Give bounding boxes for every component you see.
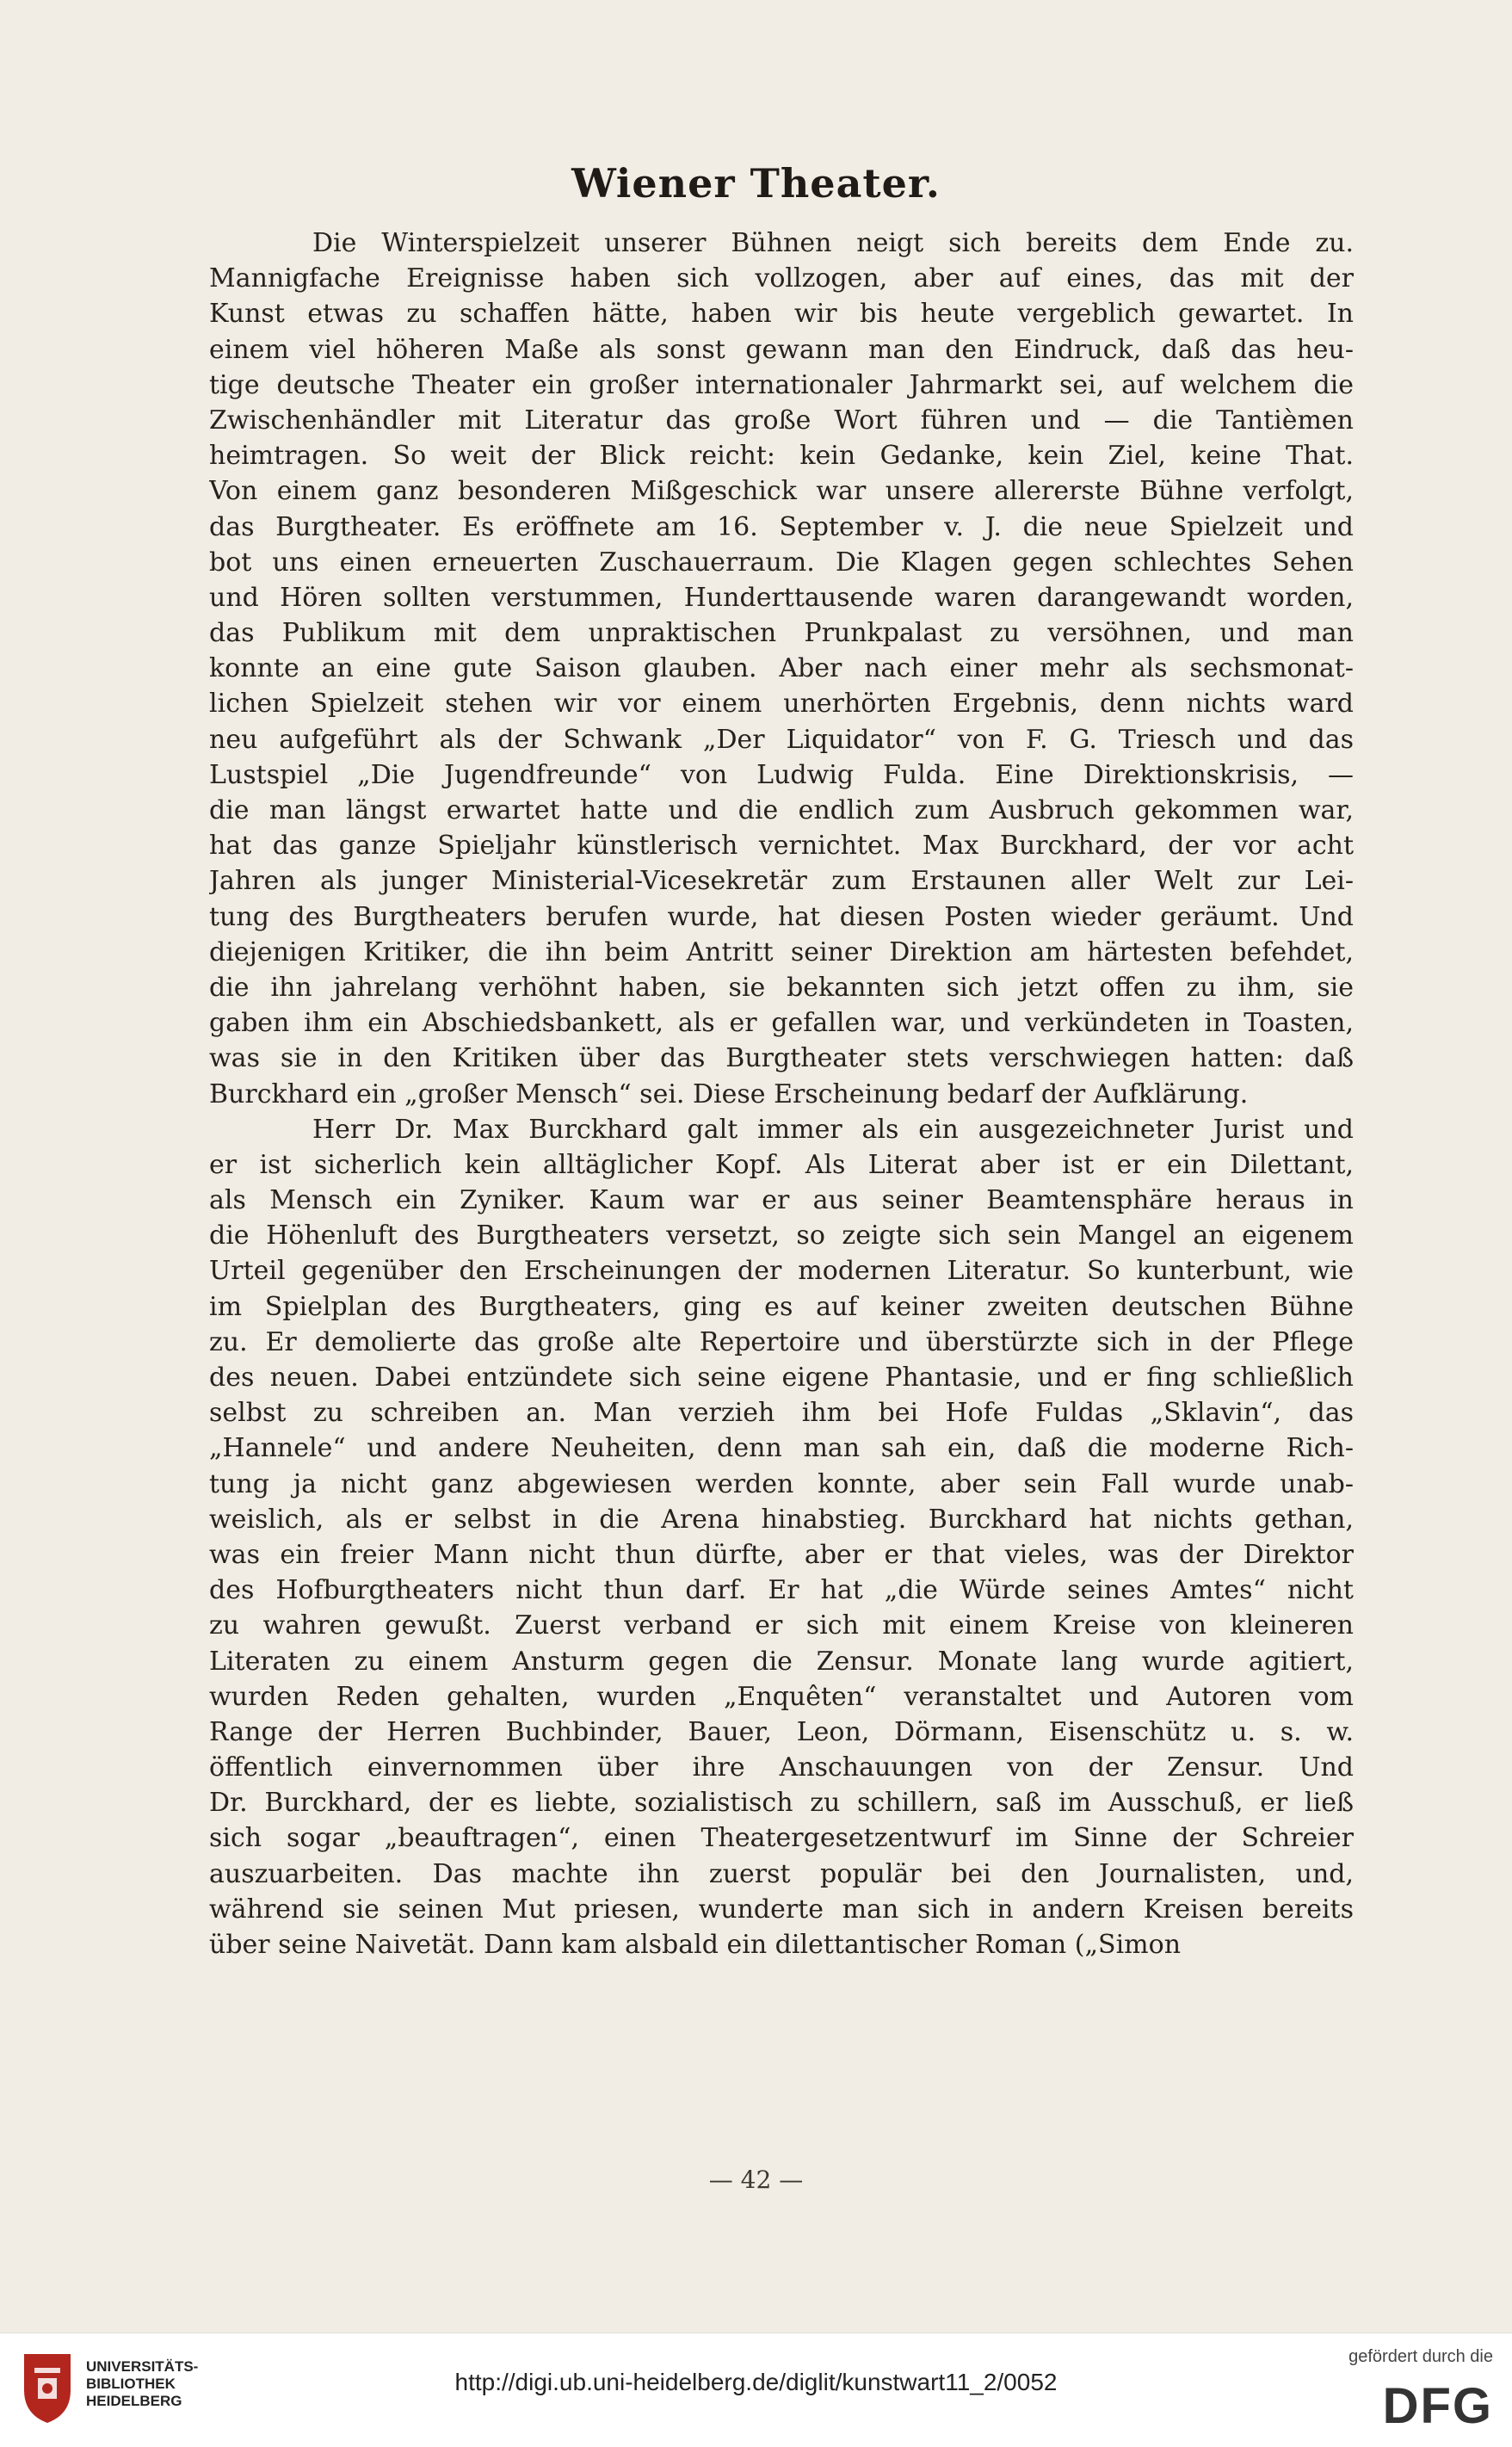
- text-line: auszuarbeiten. Das machte ihn zuerst populär bei den Journalisten, und,: [209, 1858, 1354, 1889]
- text-line: neu aufgeführt als der Schwank „Der Liquidator“ von F. G. Triesch und das: [209, 724, 1354, 755]
- text-line: er ist sicherlich kein alltäglicher Kopf. Als Literat aber ist er ein Dilettant,: [209, 1149, 1354, 1180]
- paragraph: [209, 226, 1354, 1112]
- text-line: zu wahren gewußt. Zuerst verband er sich mit einem Kreise von kleineren: [209, 1610, 1354, 1641]
- text-line: die ihn jahrelang verhöhnt haben, sie bekannten sich jetzt offen zu ihm, sie: [209, 972, 1354, 1003]
- text-line: diejenigen Kritiker, die ihn beim Antritt seiner Direktion am härtesten befehdet,: [209, 936, 1354, 967]
- text-line: im Spielplan des Burgtheaters, ging es auf keiner zweiten deutschen Bühne: [209, 1291, 1354, 1322]
- text-line: weislich, als er selbst in die Arena hinabstieg. Burckhard hat nichts gethan,: [209, 1504, 1354, 1535]
- text-line: „Hannele“ und andere Neuheiten, denn man sah ein, daß die moderne Rich-: [209, 1433, 1354, 1464]
- text-line: was sie in den Kritiken über das Burgtheater stets verschwiegen hatten: daß: [209, 1043, 1354, 1074]
- text-line: einem viel höheren Maße als sonst gewann man den Eindruck, daß das heu-: [209, 334, 1354, 365]
- text-line: Literaten zu einem Ansturm gegen die Zensur. Monate lang wurde agitiert,: [209, 1646, 1354, 1677]
- text-line: das Publikum mit dem unpraktischen Prunkpalast zu versöhnen, und man: [209, 618, 1354, 649]
- library-name-line: UNIVERSITÄTS-: [86, 2358, 199, 2375]
- funded-by-label: gefördert durch die: [1348, 2347, 1493, 2366]
- article-body: [209, 226, 1354, 1962]
- library-name-line: BIBLIOTHEK: [86, 2376, 176, 2392]
- text-line: zu. Er demolierte das große alte Repertoire und überstürzte sich in der Pflege: [209, 1326, 1354, 1357]
- text-line: und Hören sollten verstummen, Hunderttausende waren darangewandt worden,: [209, 582, 1354, 613]
- text-line: Zwischenhändler mit Literatur das große Wort führen und — die Tantièmen: [209, 405, 1354, 436]
- text-line: Range der Herren Buchbinder, Bauer, Leon, Dörmann, Eisenschütz u. s. w.: [209, 1716, 1354, 1747]
- text-line: das Burgtheater. Es eröffnete am 16. September v. J. die neue Spielzeit und: [209, 511, 1354, 542]
- text-line: Herr Dr. Max Burckhard galt immer als ein ausgezeichneter Jurist und: [312, 1114, 1354, 1145]
- text-line: Urteil gegenüber den Erscheinungen der modernen Literatur. So kunterbunt, wie: [209, 1256, 1354, 1287]
- text-line: lichen Spielzeit stehen wir vor einem unerhörten Ergebnis, denn nichts ward: [209, 689, 1354, 720]
- dfg-logo: DFG: [1382, 2378, 1493, 2434]
- text-line: als Mensch ein Zyniker. Kaum war er aus seiner Beamtensphäre heraus in: [209, 1185, 1354, 1216]
- paragraph: [209, 1112, 1354, 1963]
- text-line: über seine Naivetät. Dann kam alsbald ein dilettantischer Roman („Simon: [209, 1930, 1182, 1960]
- text-line: konnte an eine gute Saison glauben. Aber nach einer mehr als sechsmonat-: [209, 653, 1354, 684]
- text-line: sich sogar „beauftragen“, einen Theatergesetzentwurf im Sinne der Schreier: [209, 1823, 1354, 1854]
- text-line: Burckhard ein „großer Mensch“ sei. Diese Erscheinung bedarf der Aufklärung.: [209, 1078, 1249, 1109]
- text-line: tung des Burgtheaters berufen wurde, hat diesen Posten wieder geräumt. Und: [209, 901, 1354, 932]
- text-line: Dr. Burckhard, der es liebte, sozialistisch zu schillern, saß im Ausschuß, er ließ: [209, 1788, 1354, 1819]
- text-line: des Hofburgtheaters nicht thun darf. Er hat „die Würde seines Amtes“ nicht: [209, 1575, 1354, 1606]
- text-line: tung ja nicht ganz abgewiesen werden konnte, aber sein Fall wurde unab-: [209, 1468, 1354, 1499]
- text-line: während sie seinen Mut priesen, wunderte man sich in andern Kreisen bereits: [209, 1894, 1354, 1925]
- text-line: Von einem ganz besonderen Mißgeschick war unsere allererste Bühne verfolgt,: [209, 476, 1354, 507]
- text-line: die man längst erwartet hatte und die endlich zum Ausbruch gekommen war,: [209, 795, 1354, 825]
- text-line: öffentlich einvernommen über ihre Anschauungen von der Zensur. Und: [209, 1752, 1354, 1783]
- text-line: Jahren als junger Ministerial-Vicesekretär zum Erstaunen aller Welt zur Lei-: [209, 866, 1354, 897]
- text-line: Lustspiel „Die Jugendfreunde“ von Ludwig Fulda. Eine Direktionskrisis, —: [209, 759, 1354, 790]
- text-line: selbst zu schreiben an. Man verzieh ihm bei Hofe Fuldas „Sklavin“, das: [209, 1398, 1354, 1429]
- text-line: die Höhenluft des Burgtheaters versetzt, so zeigte sich sein Mangel an eigenem: [209, 1220, 1354, 1251]
- text-line: Die Winterspielzeit unserer Bühnen neigt sich bereits dem Ende zu.: [312, 228, 1354, 258]
- text-line: was ein freier Mann nicht thun dürfte, aber er that vieles, was der Direktor: [209, 1539, 1354, 1570]
- text-line: bot uns einen erneuerten Zuschauerraum. Die Klagen gegen schlechtes Sehen: [209, 547, 1354, 578]
- text-line: wurden Reden gehalten, wurden „Enquêten“ veranstaltet und Autoren vom: [209, 1681, 1354, 1712]
- article-title: Wiener Theater.: [571, 160, 941, 207]
- text-line: Kunst etwas zu schaffen hätte, haben wir bis heute vergeblich gewartet. In: [209, 299, 1354, 330]
- text-line: tige deutsche Theater ein großer internationaler Jahrmarkt sei, auf welchem die: [209, 369, 1354, 400]
- source-url-link[interactable]: http://digi.ub.uni-heidelberg.de/diglit/kunstwart11_2/0052: [454, 2369, 1058, 2395]
- text-line: des neuen. Dabei entzündete sich seine eigene Phantasie, und er fing schließlich: [209, 1363, 1354, 1393]
- page-number: — 42 —: [708, 2166, 804, 2194]
- text-line: Mannigfache Ereignisse haben sich vollzogen, aber auf eines, das mit der: [209, 263, 1354, 294]
- text-line: hat das ganze Spieljahr künstlerisch vernichtet. Max Burckhard, der vor acht: [209, 831, 1354, 862]
- text-line: heimtragen. So weit der Blick reicht: kein Gedanke, kein Ziel, keine That.: [209, 441, 1354, 472]
- text-line: gaben ihm ein Abschiedsbankett, als er gefallen war, und verkündeten in Toasten,: [209, 1008, 1354, 1039]
- library-name-line: HEIDELBERG: [86, 2393, 182, 2409]
